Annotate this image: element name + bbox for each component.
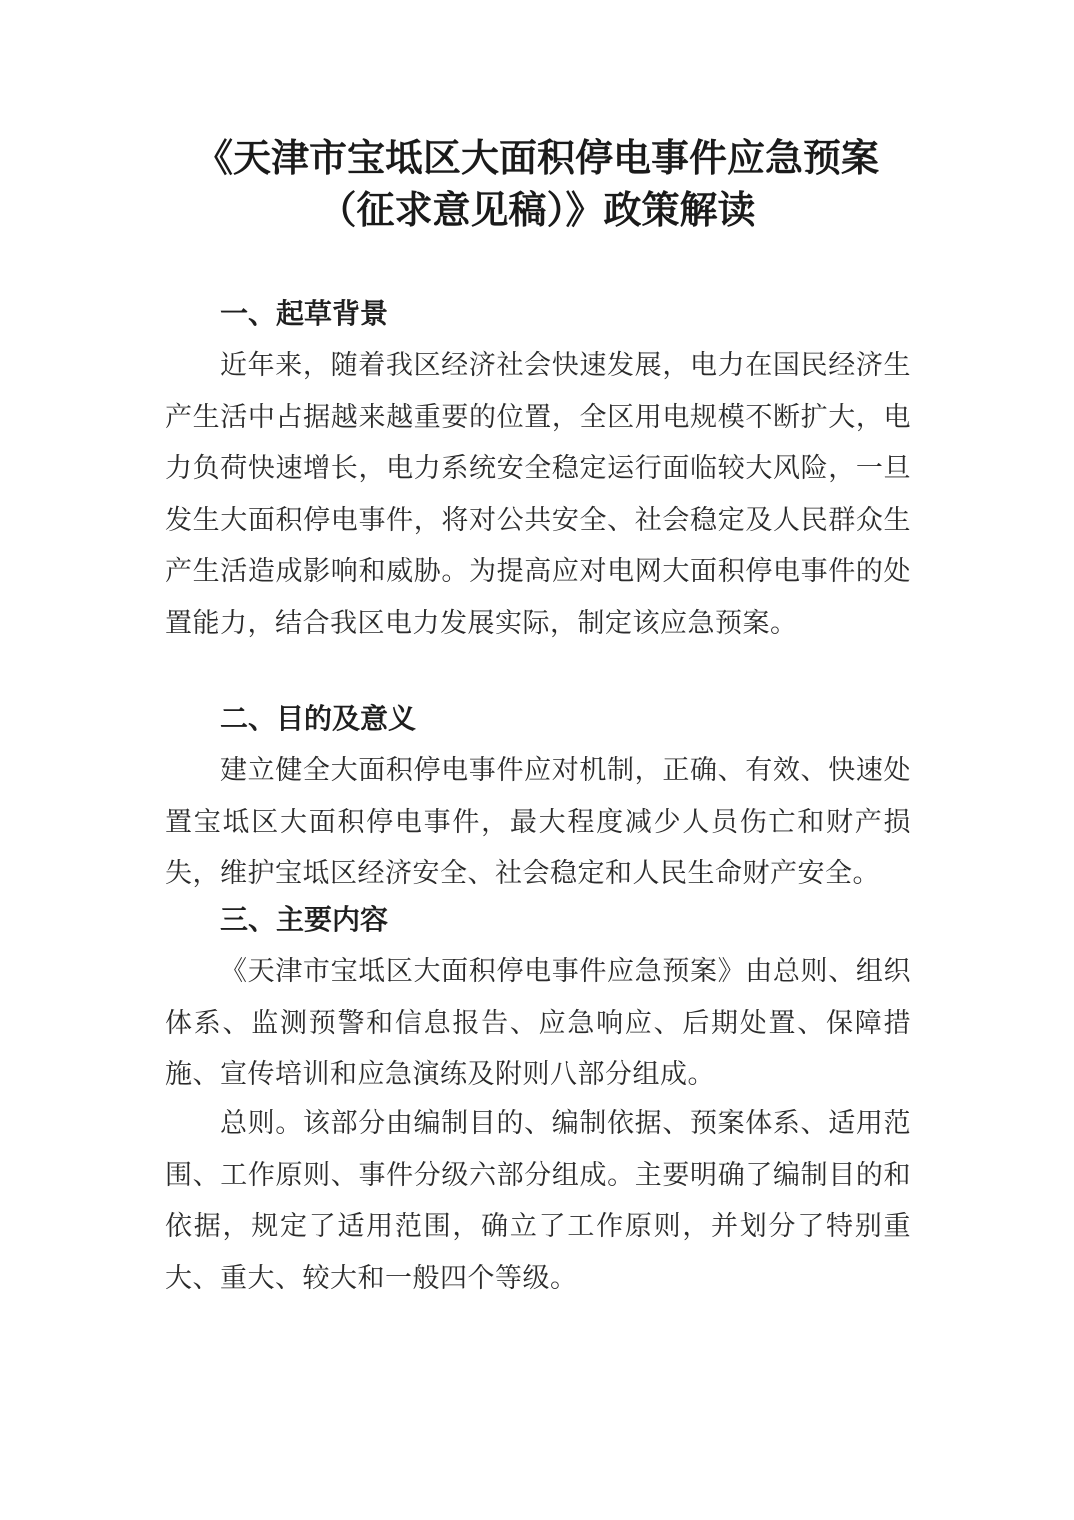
paragraph-main-content: 《天津市宝坻区大面积停电事件应急预案》由总则、组织体系、监测预警和信息报告、应急响应、后期处置、保障措施、宣传培训和应急演练及附则八部分组成。 <box>165 956 911 1090</box>
paragraph-background: 近年来，随着我区经济社会快速发展，电力在国民经济生产生活中占据越来越重要的位置，全区用电规模不断扩大，电力负荷快速增长，电力系统安全稳定运行面临较大风险，一旦发生大面积停电事件，将对公共安全、社会稳定及人民群众生产生活造成影响和威胁。为提高应对电网大面积停电事件的处置能力，结合我区电力发展实际，制定该应急预案。 <box>165 350 911 639</box>
section-heading-background: 一、起草背景 <box>220 297 389 330</box>
document-title-line-1: 《天津市宝坻区大面积停电事件应急预案 <box>194 135 879 180</box>
paragraph-purpose: 建立健全大面积停电事件应对机制，正确、有效、快速处置宝坻区大面积停电事件，最大程度减少人员伤亡和财产损失，维护宝坻区经济安全、社会稳定和人民生命财产安全。 <box>165 755 911 889</box>
document-title-line-2: （征求意见稿）》政策解读 <box>318 187 756 232</box>
section-heading-purpose: 二、目的及意义 <box>220 702 417 735</box>
paragraph-general-provisions: 总则。该部分由编制目的、编制依据、预案体系、适用范围、工作原则、事件分级六部分组成。主要明确了编制目的和依据，规定了适用范围，确立了工作原则，并划分了特别重大、重大、较大和一般四个等级。 <box>165 1108 911 1294</box>
section-heading-main-content: 三、主要内容 <box>220 903 389 936</box>
